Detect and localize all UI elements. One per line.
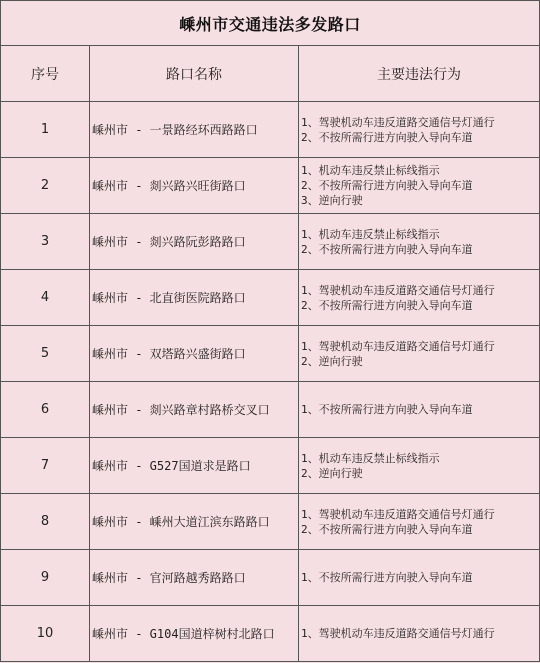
row-intersection-name: 嵊州市 - 双塔路兴盛街路口 (90, 326, 299, 382)
row-violations (299, 102, 540, 158)
row-violations (299, 550, 540, 606)
table-row (1, 550, 540, 606)
violation-item: 1、驾驶机动车违反道路交通信号灯通行 (301, 115, 495, 129)
row-intersection-name: 嵊州市 - 剡兴路兴旺街路口 (90, 158, 299, 214)
violation-item: 2、逆向行驶 (301, 466, 363, 480)
row-violations (299, 158, 540, 214)
row-intersection-name: 嵊州市 - G104国道梓树村北路口 (90, 606, 299, 662)
row-violations (299, 438, 540, 494)
header-row (1, 46, 540, 102)
row-seq: 5 (1, 326, 90, 382)
row-intersection-name: 嵊州市 - 嵊州大道江滨东路路口 (90, 494, 299, 550)
row-seq: 9 (1, 550, 90, 606)
row-violations (299, 270, 540, 326)
table-row (1, 326, 540, 382)
violation-item: 2、不按所需行进方向驶入导向车道 (301, 298, 473, 312)
violation-item: 1、驾驶机动车违反道路交通信号灯通行 (301, 283, 495, 297)
row-seq: 4 (1, 270, 90, 326)
table-row (1, 158, 540, 214)
violation-item: 1、驾驶机动车违反道路交通信号灯通行 (301, 627, 495, 640)
row-seq: 2 (1, 158, 90, 214)
violation-item: 1、驾驶机动车违反道路交通信号灯通行 (301, 507, 495, 521)
row-violations (299, 494, 540, 550)
violation-item: 2、不按所需行进方向驶入导向车道 (301, 179, 473, 192)
violation-item: 3、逆向行驶 (301, 194, 363, 207)
row-seq: 1 (1, 102, 90, 158)
row-violations (299, 606, 540, 662)
header-seq: 序号 (1, 46, 90, 102)
row-intersection-name: 嵊州市 - 剡兴路阮彭路路口 (90, 214, 299, 270)
table-row (1, 214, 540, 270)
row-intersection-name: 嵊州市 - 官河路越秀路路口 (90, 550, 299, 606)
violation-item: 1、驾驶机动车违反道路交通信号灯通行 (301, 339, 495, 353)
row-violations (299, 382, 540, 438)
table-row (1, 606, 540, 662)
row-seq: 10 (1, 606, 90, 662)
title-row (1, 1, 540, 46)
table-row (1, 494, 540, 550)
violation-item: 1、不按所需行进方向驶入导向车道 (301, 571, 473, 584)
row-seq: 6 (1, 382, 90, 438)
table-row (1, 438, 540, 494)
row-seq: 3 (1, 214, 90, 270)
row-intersection-name: 嵊州市 - 一景路经环西路路口 (90, 102, 299, 158)
table-row (1, 270, 540, 326)
row-seq: 8 (1, 494, 90, 550)
table-title: 嵊州市交通违法多发路口 (1, 1, 540, 46)
row-intersection-name: 嵊州市 - 剡兴路章村路桥交叉口 (90, 382, 299, 438)
row-seq: 7 (1, 438, 90, 494)
table-row (1, 382, 540, 438)
row-violations (299, 326, 540, 382)
header-name: 路口名称 (90, 46, 299, 102)
violation-item: 2、不按所需行进方向驶入导向车道 (301, 522, 473, 536)
violation-item: 2、逆向行驶 (301, 354, 363, 368)
header-behavior: 主要违法行为 (299, 46, 540, 102)
row-intersection-name: 嵊州市 - 北直街医院路路口 (90, 270, 299, 326)
violation-item: 2、不按所需行进方向驶入导向车道 (301, 242, 473, 256)
violation-item: 1、机动车违反禁止标线指示 (301, 451, 440, 465)
violation-item: 2、不按所需行进方向驶入导向车道 (301, 130, 473, 144)
violation-item: 1、机动车违反禁止标线指示 (301, 164, 440, 177)
violation-item: 1、机动车违反禁止标线指示 (301, 227, 440, 241)
row-violations (299, 214, 540, 270)
table-row (1, 102, 540, 158)
violation-item: 1、不按所需行进方向驶入导向车道 (301, 403, 473, 416)
row-intersection-name: 嵊州市 - G527国道求是路口 (90, 438, 299, 494)
